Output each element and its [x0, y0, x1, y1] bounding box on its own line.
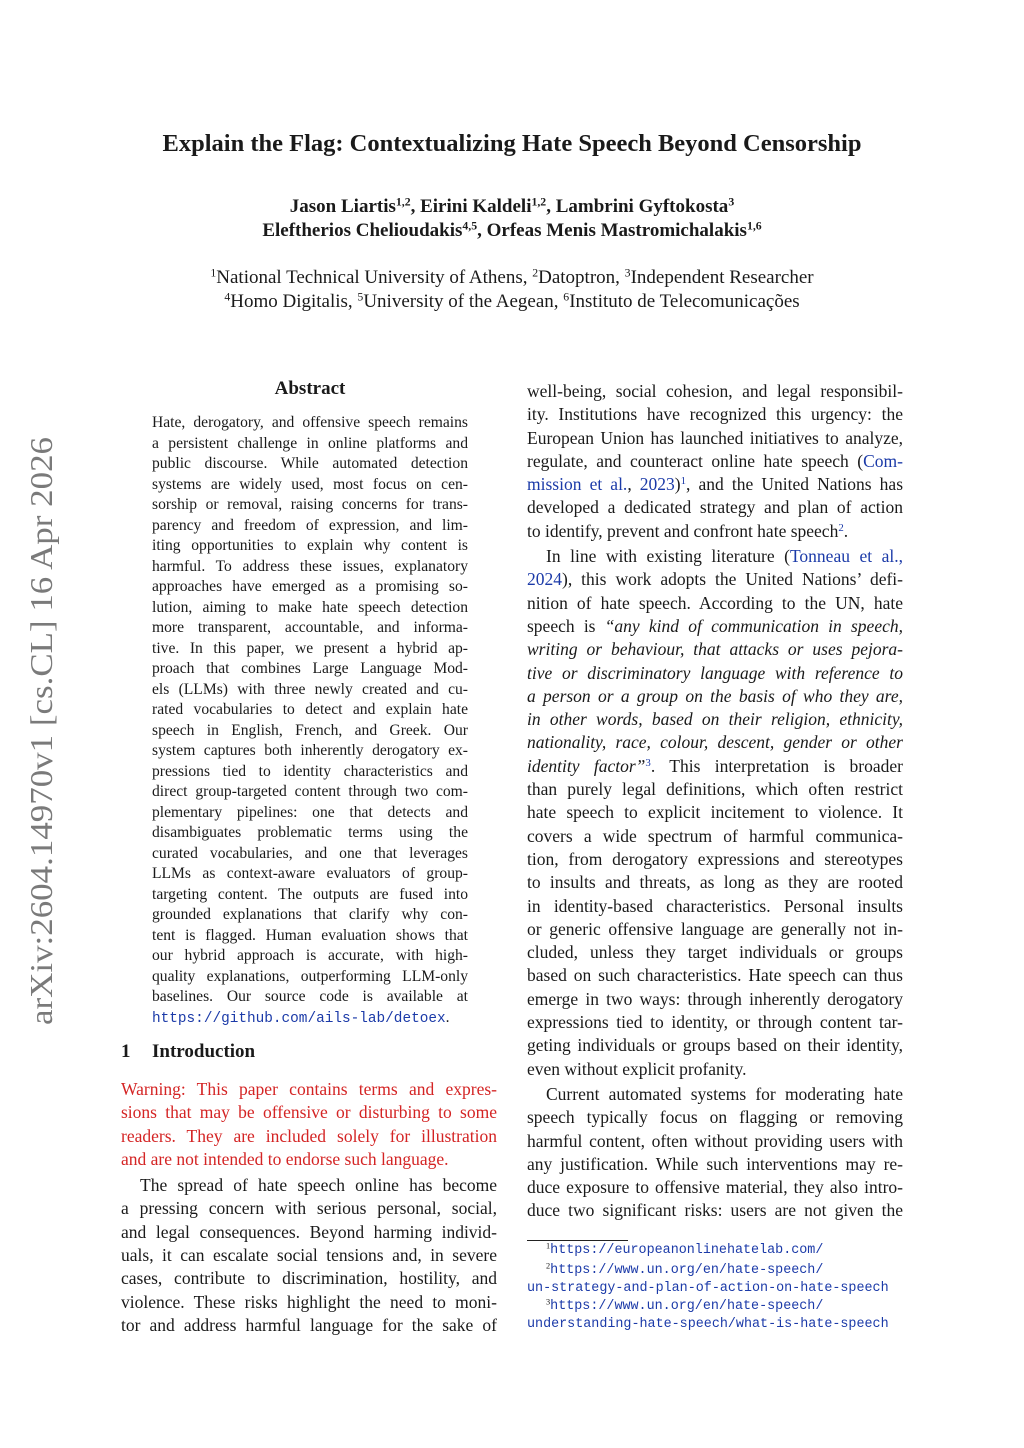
affil-marker: 6: [563, 290, 570, 304]
footnote-rule: [527, 1240, 628, 1241]
intro-left-column: [121, 1078, 497, 1337]
affiliation: Homo Digitalis: [230, 291, 348, 312]
footnote-3: [527, 1298, 823, 1316]
intro-line: tor and address harmful language for the sake of: [121, 1314, 497, 1335]
affil-marker: 3: [624, 266, 631, 280]
footnote-2: [527, 1262, 823, 1280]
affiliation-line-1: $^1$National Technical University of Athens, $^2$Datoptron, $^3$Independent Researcher: [210, 266, 814, 288]
author-name: Lambrini Gyftokosta: [555, 196, 729, 217]
abstract-line: more transparent, accountable, and informa-: [152, 619, 468, 636]
footnote-3-cont: [527, 1316, 889, 1334]
abstract-line: LLMs as context-aware evaluators of group-: [152, 865, 468, 882]
period: .: [445, 1008, 450, 1026]
abstract-line: proach that combines Large Language Mod-: [152, 660, 468, 677]
abstract-line: disambiguates problematic terms using the: [152, 824, 468, 841]
body-line: duce two significant risks: users are not given the: [527, 1200, 903, 1221]
body-line: European Union has launched initiatives to analyze,: [527, 427, 903, 448]
author-name: Jason Liartis: [289, 196, 396, 217]
affil-marker: 2: [532, 266, 539, 280]
author-line-2: Eleftherios Chelioudakis$^{4,5}$, Orfeas Menis Mastromichalakis$^{1,6}$: [262, 219, 762, 241]
quote-line: a person or a group on the basis of who they are,: [527, 685, 903, 706]
body-text: ), this work adopts the United Nations’ defi-: [562, 569, 903, 590]
abstract-line: harmful. To address these issues, explanatory: [152, 557, 468, 575]
abstract-line: Hate, derogatory, and offensive speech remains: [152, 414, 468, 431]
body-line: [527, 520, 903, 543]
body-line: in identity-based characteristics. Personal insults: [527, 895, 903, 916]
affiliation: University of the Aegean: [363, 291, 554, 312]
footnote-1: [527, 1242, 823, 1260]
author-affil-marker: 4,5: [462, 219, 478, 233]
warning-line: Warning: This paper contains terms and expres-: [121, 1079, 497, 1099]
intro-line: cases, contribute to discrimination, hostility, and: [121, 1268, 497, 1289]
body-line: based on such characteristics. Hate speech can thus: [527, 965, 903, 986]
abstract-line: rated vocabularies to detect and explain hate: [152, 701, 468, 718]
intro-line: and legal consequences. Beyond harming individ-: [121, 1221, 497, 1242]
paper-title: Explain the Flag: Contextualizing Hate Speech Beyond Censorship: [162, 130, 862, 157]
abstract-line: els (LLMs) with three newly created and cu-: [152, 680, 468, 698]
footnote-url[interactable]: un-strategy-and-plan-of-action-on-hate-speech: [527, 1281, 889, 1296]
affiliation: Instituto de Telecomunicações: [569, 291, 800, 312]
quote-line: in other words, based on their religion, ethnicity,: [527, 709, 903, 730]
body-line: than purely legal definitions, which often restrict: [527, 779, 903, 800]
abstract-line: curated vocabularies, and one that leverages: [152, 844, 468, 862]
abstract-line: our hybrid approach is accurate, with high-: [152, 947, 468, 964]
abstract-line: sorship or removal, raising concerns for trans-: [152, 496, 468, 513]
abstract-line: parency and freedom of expression, and lim-: [152, 516, 468, 534]
quote-line: writing or behaviour, that attacks or uses pejora-: [527, 639, 903, 660]
author-affil-marker: 1,2: [395, 195, 411, 209]
intro-line: violence. These risks highlight the need to moni-: [121, 1291, 497, 1312]
abstract-line: targeting content. The outputs are fused into: [152, 885, 468, 903]
abstract-line: public discourse. While automated detection: [152, 455, 468, 472]
intro-right-column: [527, 380, 903, 1223]
footnote-number: 3: [546, 1297, 551, 1307]
body-line: ity. Institutions have recognized this urgency: the: [527, 404, 903, 425]
author-name: Orfeas Menis Mastromichalakis: [486, 220, 747, 241]
abstract-line: approaches have emerged as a promising so-: [152, 578, 468, 595]
citation-link[interactable]: 2023: [639, 474, 675, 495]
body-text: ): [674, 474, 681, 495]
abstract-line: systems are widely used, most focus on cen-: [152, 475, 468, 493]
abstract-line: tent is flagged. Human evaluation shows that: [152, 926, 468, 944]
section-number: 1: [121, 1041, 131, 1062]
author-affil-marker: 1,6: [746, 219, 762, 233]
affiliation: Independent Researcher: [630, 267, 814, 288]
intro-line: uals, it can escalate social tensions and, in severe: [121, 1245, 497, 1266]
body-line: covers a wide spectrum of harmful communica-: [527, 825, 903, 846]
footnote-number: 2: [546, 1261, 551, 1271]
body-text: regulate, and counteract online hate speech (: [527, 450, 864, 471]
abstract-line: pressions tied to identity characteristics and: [152, 762, 468, 780]
affiliation-line-2: $^4$Homo Digitalis, $^5$University of the Aegean, $^6$Instituto de Telecomunicações: [224, 290, 800, 312]
citation-link[interactable]: mission et al.: [527, 474, 628, 495]
abstract-line: tive. In this paper, we present a hybrid ap-: [152, 639, 468, 657]
body-line: tion, from derogatory expressions and stereotypes: [527, 848, 903, 869]
affil-marker: 5: [357, 290, 364, 304]
un-definition-quote: “any kind of communication in speech,: [604, 615, 903, 636]
section-heading-introduction: [121, 1041, 255, 1063]
body-text: In line with existing literature (: [546, 546, 790, 567]
abstract-line: grounded explanations that clarify why con-: [152, 906, 468, 923]
body-line: speech typically focus on flagging or removing: [527, 1107, 903, 1128]
citation-link[interactable]: 2024: [527, 569, 562, 590]
body-line: or generic offensive language are generally not in-: [527, 918, 903, 939]
author-affil-marker: 1,2: [531, 195, 547, 209]
footnote-number: 1: [546, 1241, 551, 1251]
footnote-url[interactable]: https://europeanonlinehatelab.com/: [550, 1243, 824, 1258]
intro-line: The spread of hate speech online has become: [140, 1175, 497, 1196]
intro-line: a pressing concern with serious personal, social,: [121, 1198, 497, 1219]
body-line: developed a dedicated strategy and plan of action: [527, 497, 903, 518]
abstract-line: a persistent challenge in online platforms and: [152, 434, 468, 452]
arxiv-stamp-text: arXiv:2604.14970v1 [cs.CL] 16 Apr 2026: [23, 486, 59, 1025]
abstract-body: [152, 413, 468, 1029]
footnote-2-cont: [527, 1280, 889, 1298]
body-line: [527, 615, 903, 638]
quote-line: tive or discriminatory language with reference to: [527, 662, 903, 683]
abstract-line: [152, 1008, 468, 1030]
abstract-line: plementary pipelines: one that detects and: [152, 803, 468, 821]
footnote-marker[interactable]: 1: [680, 475, 687, 488]
affil-marker: 4: [224, 290, 231, 304]
body-text: to identify, prevent and confront hate speech: [527, 520, 839, 541]
warning-line: readers. They are included solely for illustration: [121, 1125, 497, 1146]
body-text: ,: [627, 474, 640, 495]
body-text: speech is: [527, 615, 605, 636]
footnote-marker[interactable]: 3: [645, 756, 651, 769]
body-line: Current automated systems for moderating hate: [546, 1083, 903, 1104]
body-line: even without explicit profanity.: [527, 1058, 747, 1079]
affiliation: Datoptron: [538, 267, 616, 288]
body-line: any justification. While such interventions may re-: [527, 1153, 903, 1174]
body-line: nition of hate speech. According to the UN, hate: [527, 592, 903, 613]
abstract-line: direct group-targeted content through two com-: [152, 783, 468, 800]
author-name: Eleftherios Chelioudakis: [262, 220, 463, 241]
body-line: cluded, unless they target individuals or groups: [527, 942, 903, 963]
abstract-heading: Abstract: [274, 378, 346, 399]
body-line: [527, 450, 903, 473]
footnote-marker[interactable]: 2: [838, 521, 844, 534]
author-line-1: Jason Liartis$^{1,2}$, Eirini Kaldeli$^{1,2}$, Lambrini Gyftokosta$^3$: [289, 195, 735, 217]
un-definition-quote: identity factor”: [527, 755, 646, 776]
body-line: expressions tied to identity, or through content tar-: [527, 1012, 903, 1033]
citation-link[interactable]: Com-: [863, 450, 903, 471]
author-name: Eirini Kaldeli: [420, 196, 532, 217]
body-line: to insults and threats, as long as they are rooted: [527, 872, 903, 893]
section-title: Introduction: [152, 1041, 256, 1062]
body-line: geting individuals or groups based on their identity,: [527, 1035, 903, 1056]
abstract-line: baselines. Our source code is available at: [152, 988, 468, 1005]
footnote-url[interactable]: understanding-hate-speech/what-is-hate-speech: [527, 1317, 889, 1332]
body-line: emerge in two ways: through inherently derogatory: [527, 988, 903, 1009]
body-line: [527, 568, 903, 591]
footnote-url[interactable]: https://www.un.org/en/hate-speech/: [550, 1299, 824, 1314]
footnote-url[interactable]: https://www.un.org/en/hate-speech/: [550, 1263, 824, 1278]
abstract-line: quality explanations, outperforming LLM-only: [152, 967, 468, 985]
arxiv-stamp: [8, 432, 66, 1032]
warning-line: sions that may be offensive or disturbing to some: [121, 1102, 497, 1123]
body-line: harmful content, often without providing users with: [527, 1130, 903, 1151]
body-line: [527, 545, 903, 568]
quote-line: nationality, race, colour, descent, gender or other: [527, 732, 903, 753]
abstract-line: iting opportunities to explain why content is: [152, 537, 468, 554]
citation-link[interactable]: Tonneau et al.,: [789, 546, 904, 567]
body-line: well-being, social cohesion, and legal responsibil-: [527, 381, 903, 401]
body-text: .: [843, 520, 849, 541]
body-line: duce exposure to offensive material, they also intro-: [527, 1177, 903, 1198]
author-affil-marker: 3: [728, 195, 735, 209]
body-line: hate speech to explicit incitement to violence. It: [527, 802, 903, 823]
warning-line: and are not intended to endorse such language.: [121, 1148, 449, 1169]
affiliation: National Technical University of Athens: [216, 267, 523, 288]
abstract-line: system captures both inherently derogatory ex-: [152, 742, 468, 759]
abstract-line: speech in English, French, and Greek. Our: [152, 721, 468, 739]
body-line: [527, 755, 903, 778]
body-line: [527, 473, 903, 496]
body-text: . This interpretation is broader: [650, 755, 903, 776]
source-code-link[interactable]: https://github.com/ails-lab/detoex: [152, 1010, 446, 1027]
body-text: , and the United Nations has: [686, 474, 904, 495]
affil-marker: 1: [210, 266, 217, 280]
abstract-line: lution, aiming to make hate speech detection: [152, 598, 468, 616]
